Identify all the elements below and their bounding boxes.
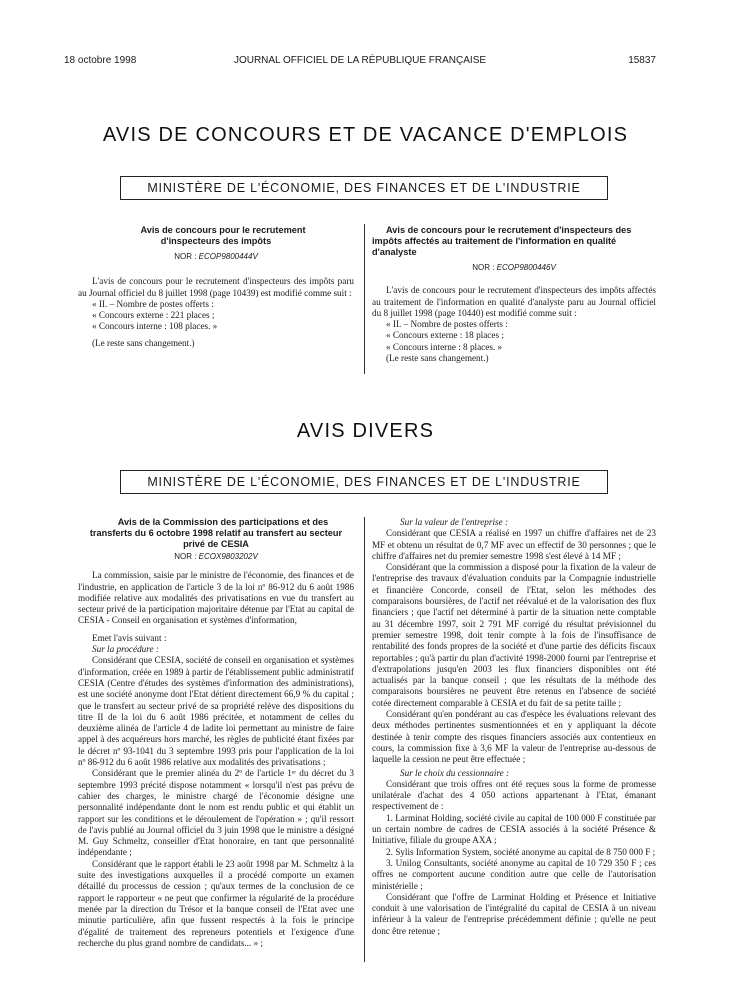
nor-reference: NOR : ECOX9803202V: [174, 552, 258, 561]
paragraph: La commission, saisie par le ministre de l'économie, des finances et de l'industrie, en application de l'article 3 de la loi nº 86-912 du 6 août 1986 modifiée relative aux modalités des privatisations en vue du transfert au secteur privé de la participation majoritaire détenue par l'Etat au capital de CESIA - Conseil en organisation et systèmes d'information,: [78, 570, 354, 626]
list-line: « Concours interne : 8 places. »: [386, 341, 503, 352]
paragraph: Emet l'avis suivant :: [92, 632, 167, 643]
paragraph: 3. Unilog Consultants, société anonyme au capital de 10 729 350 F ; ces offres ne comportent aucune condition autre que celle de l'autorisation ministérielle ;: [372, 857, 656, 891]
header-page-number: 15837: [628, 55, 656, 66]
nor-reference: NOR : ECOP9800444V: [174, 252, 258, 261]
section-title-avis-divers: AVIS DIVERS: [296, 420, 435, 442]
article-title: Avis de concours pour le recrutement d'inspecteurs des impôts: [140, 225, 306, 246]
paragraph: Considérant que CESIA, société de conseil en organisation et systèmes d'information, créée en 1989 à partir de l'établissement public administratif CESIA (Centre d'études des systèmes d'information des administrations), est une société anonyme dont l'Etat détient directement 66,9 % du capital ; que le transfert au secteur privé de sa propriété relève des dispositions du titre II de la loi du 6 août 1986 précitée, et notamment de celles du deuxième alinéa de l'article 4 de ladite loi permettant au ministre de faire appel à des acquéreurs hors marché, les règles de publicité étant fixées par le décret nº 93-1041 du 3 septembre 1993 pris pour l'application de la loi nº 86-912 du 6 août 1986 relative aux modalités des privatisations ;: [78, 655, 354, 768]
paragraph: Considérant que le premier alinéa du 2º de l'article 1ᵉʳ du décret du 3 septembre 1993 précité dispose notamment « lorsqu'il n'est pas prévu de cahier des charges, le ministre chargé de l'économie désigne une personnalité indépendante dont le nom est rendu public et qui établit un rapport sur les conditions et le déroulement de l'opération » ; qu'il ressort de l'avis publié au Journal officiel du 3 juin 1998 que le ministre a désigné M. Guy Schmeltz, conseiller d'Etat honoraire, en tant que personnalité indépendante ;: [78, 768, 354, 858]
paragraph: 1. Larminat Holding, société civile au capital de 100 000 F constituée par un certain nombre de cadres de CESIA associés à la société Présence & Initiative, filiale du groupe AXA ;: [372, 812, 656, 846]
subheading: Sur la procédure :: [92, 644, 159, 655]
article-title: Avis de concours pour le recrutement d'inspecteurs des impôts affectés au traitement de l'information en qualité d'analyste: [372, 225, 632, 257]
section-title-concours: AVIS DE CONCOURS ET DE VACANCE D'EMPLOIS: [102, 124, 629, 146]
list-line: « II. – Nombre de postes offerts :: [92, 298, 214, 309]
list-line: « Concours externe : 18 places ;: [386, 330, 504, 341]
list-line: « II. – Nombre de postes offerts :: [386, 319, 508, 330]
paragraph: L'avis de concours pour le recrutement d'inspecteurs des impôts paru au Journal officiel du 8 juillet 1998 (page 10439) est modifié comme suit :: [78, 276, 354, 298]
article-cesia-left: [78, 517, 354, 949]
list-line: « Concours externe : 221 places ;: [92, 310, 215, 321]
column-divider: [364, 517, 365, 962]
paragraph: 2. Sylis Information System, société anonyme au capital de 8 750 000 F ;: [386, 846, 656, 857]
paragraph: Considérant que trois offres ont été reçues sous la forme de promesse unilatérale d'achat des 4 050 actions appartenant à l'Etat, émanant respectivement de :: [372, 778, 656, 812]
header-date: 18 octobre 1998: [64, 55, 137, 66]
list-line: (Le reste sans changement.): [386, 353, 489, 364]
nor-reference: NOR : ECOP9800446V: [472, 263, 556, 272]
paragraph: Considérant que l'offre de Larminat Holding et Présence et Initiative conduit à une valorisation de l'intégralité du capital de CESIA à un niveau inférieur à la valeur de l'entreprise précédemment définie ; qu'elle ne peut donc être retenue ;: [372, 891, 656, 936]
subheading: Sur le choix du cessionnaire :: [400, 767, 510, 778]
article-cesia-right: [372, 517, 656, 937]
article-concours-inspecteurs: [78, 225, 354, 349]
running-header: [64, 55, 656, 71]
article-concours-analystes: [372, 225, 656, 364]
paragraph: Considérant que le rapport établi le 23 août 1998 par M. Schmeltz à la suite des investigations auxquelles il a procédé comporte un examen détaillé du processus de cession ; qu'aux termes de la conclusion de ce rapport le rapporteur « ne peut que confirmer la régularité de la procédure menée par la direction du Trésor et la banque conseil de l'Etat avec une minutie particulière, afin que fussent respectés à la fois le principe d'égalité de traitement des repreneurs potentiels et l'exigence d'une recherche du plus grand nombre de candidats... » ;: [78, 858, 354, 948]
list-line: (Le reste sans changement.): [92, 337, 195, 348]
paragraph: Considérant que CESIA a réalisé en 1997 un chiffre d'affaires net de 23 MF et obtenu un résultat de 0,7 MF avec un effectif de 30 personnes ; que le chiffre d'affaires net du premier semestre 1998 s'est élevé à 14 MF ;: [372, 528, 656, 561]
list-line: « Concours interne : 108 places. »: [92, 321, 218, 332]
subheading: Sur la valeur de l'entreprise :: [400, 517, 509, 527]
paragraph: L'avis de concours pour le recrutement d'inspecteurs des impôts affectés au traitement de l'information en qualité d'analyste paru au Journal officiel du 8 juillet 1998 (page 10440) est modifié comme suit :: [372, 285, 656, 318]
column-divider: [364, 224, 365, 374]
header-journal-title: JOURNAL OFFICIEL DE LA RÉPUBLIQUE FRANÇAISE: [233, 55, 487, 66]
article-title: Avis de la Commission des participations et des transferts du 6 octobre 1998 relatif au transfert au secteur privé de CESIA: [89, 517, 343, 549]
paragraph: Considérant que la commission a disposé pour la fixation de la valeur de l'entreprise des travaux d'évaluation conduits par la Compagnie industrielle et financière Concorde, conseil de l'Etat, selon les méthodes des comparaisons boursières, de l'actif net réévalué et de la valorisation des flux financiers ; que l'actif net déterminé à partir de la situation nette comptable au 31 décembre 1997, soit 2 791 MF corrigé du résultat prévisionnel du premier semestre 1998, doit tenir compte à la fois de l'insuffisance de rentabilité des fonds propres de la société et d'une partie des déficits fiscaux reportables ; qu'à partir du plan d'activité 1998-2000 fourni par l'entreprise et d'extrapolations jusqu'en 2003 les flux financiers disponibles ont été actualisés par la banque conseil ; que les résultats de la méthode des comparaisons boursières ne peuvent être retenus en l'absence de société cotée directement comparable à CESIA et du fait de sa petite taille ;: [372, 562, 656, 708]
ministry-banner-1: MINISTÈRE DE L'ÉCONOMIE, DES FINANCES ET DE L'INDUSTRIE: [120, 176, 608, 200]
ministry-banner-2: MINISTÈRE DE L'ÉCONOMIE, DES FINANCES ET DE L'INDUSTRIE: [120, 470, 608, 494]
paragraph: Considérant qu'en pondérant au cas d'espèce les évaluations relevant des deux méthodes pertinentes susmentionnées et en y appliquant la décote destinée à tenir compte des risques financiers associés aux contentieux en cours, la commission fixe à 3,6 MF la valeur de l'entreprise au-dessous de laquelle la cession ne peut être effectuée ;: [372, 709, 656, 765]
